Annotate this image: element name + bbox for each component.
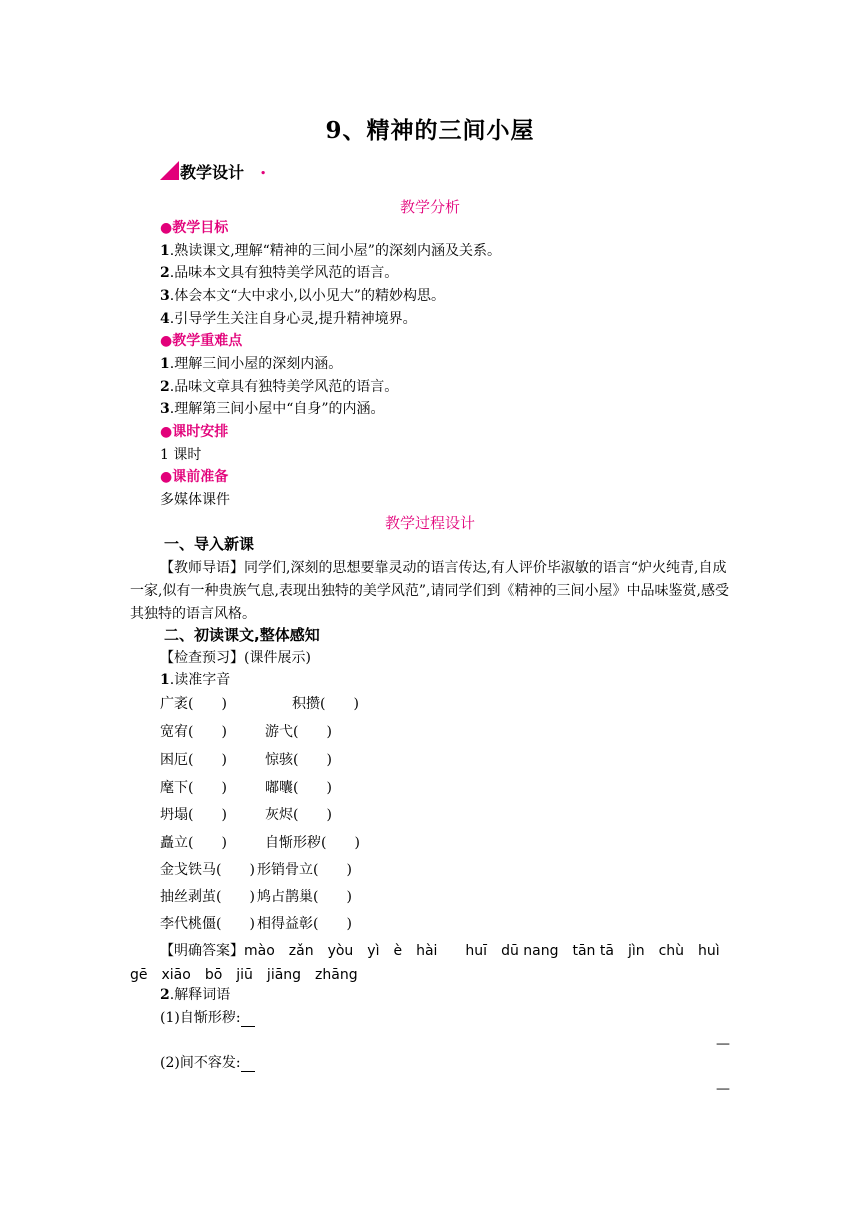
dash-mark: — [716,1081,730,1097]
triangle-marker-icon [160,161,179,180]
dot-marker-icon: . [260,158,267,179]
answer-blank[interactable] [241,1012,255,1027]
word-item: 灰烬( ) [265,807,332,823]
page-title: 9、精神的三间小屋 [325,117,535,144]
word-item: 嘟囔( ) [265,780,332,796]
section2-heading: 二、初读课文,整体感知 [164,626,320,644]
difficulty-item: 2.品味文章具有独特美学风范的语言。 [160,379,399,395]
question-1: (1)自惭形秽: [160,1009,255,1027]
word-item: 困厄( ) [160,752,227,768]
question-2: (2)间不容发: [160,1054,255,1072]
answer-pinyin-line1: mào zǎn yòu yì è hài huī dū nang tān tā jìn chù huì [244,943,720,959]
goal-item: 2.品味本文具有独特美学风范的语言。 [160,265,399,281]
sub-heading-explain: 2.解释词语 [160,987,231,1003]
check-preview-label: 【检查预习】(课件展示) [160,650,311,666]
word-item: 抽丝剥茧( ) [160,889,255,905]
teaching-design-label: 教学设计 [180,163,245,182]
difficulty-item: 3.理解第三间小屋中“自身”的内涵。 [160,401,385,417]
word-item: 金戈铁马( ) [160,862,255,878]
sub-heading-pronunciation: 1.读准字音 [160,672,231,688]
difficulty-item: 1.理解三间小屋的深刻内涵。 [160,356,343,372]
dash-mark: — [716,1036,730,1052]
goal-item: 4.引导学生关注自身心灵,提升精神境界。 [160,311,417,327]
answer-pinyin-line2: gē xiāo bō jiū jiāng zhāng [130,967,358,983]
word-item: 积攒( ) [292,696,359,712]
answer-block [130,939,730,987]
word-item: 游弋( ) [265,724,332,740]
word-item: 麾下( ) [160,780,227,796]
goal-item: 1.熟读课文,理解“精神的三间小屋”的深刻内涵及关系。 [160,243,501,259]
word-item: 惊骇( ) [265,752,332,768]
word-item: 矗立( ) [160,835,227,851]
difficulties-heading: ●教学重难点 [160,333,243,349]
word-item: 形销骨立( ) [257,862,352,878]
word-item: 广袤( ) [160,696,227,712]
word-item: 鸠占鹊巢( ) [257,889,352,905]
word-item: 相得益彰( ) [257,916,352,932]
word-item: 坍塌( ) [160,807,227,823]
word-item: 李代桃僵( ) [160,916,255,932]
answer-blank[interactable] [241,1057,255,1072]
answer-label: 【明确答案】 [160,943,244,959]
section1-heading: 一、导入新课 [164,535,255,553]
schedule-heading: ●课时安排 [160,424,229,440]
analysis-heading: 教学分析 [399,198,460,216]
process-heading: 教学过程设计 [384,514,475,532]
goal-item: 3.体会本文“大中求小,以小见大”的精妙构思。 [160,288,445,304]
word-item: 宽宥( ) [160,724,227,740]
section1-paragraph: 【教师导语】同学们,深刻的思想要靠灵动的语言传达,有人评价毕淑敏的语言“炉火纯青,自成一家,似有一种贵族气息,表现出独特的美学风范”,请同学们到《精神的三间小屋》中品味鉴赏,感受其独特的语言风格。 [130,560,729,622]
prep-text: 多媒体课件 [160,492,230,508]
word-item: 自惭形秽( ) [265,835,360,851]
schedule-text: 1 课时 [160,447,202,463]
goals-heading: ●教学目标 [160,220,229,236]
prep-heading: ●课前准备 [160,469,229,485]
